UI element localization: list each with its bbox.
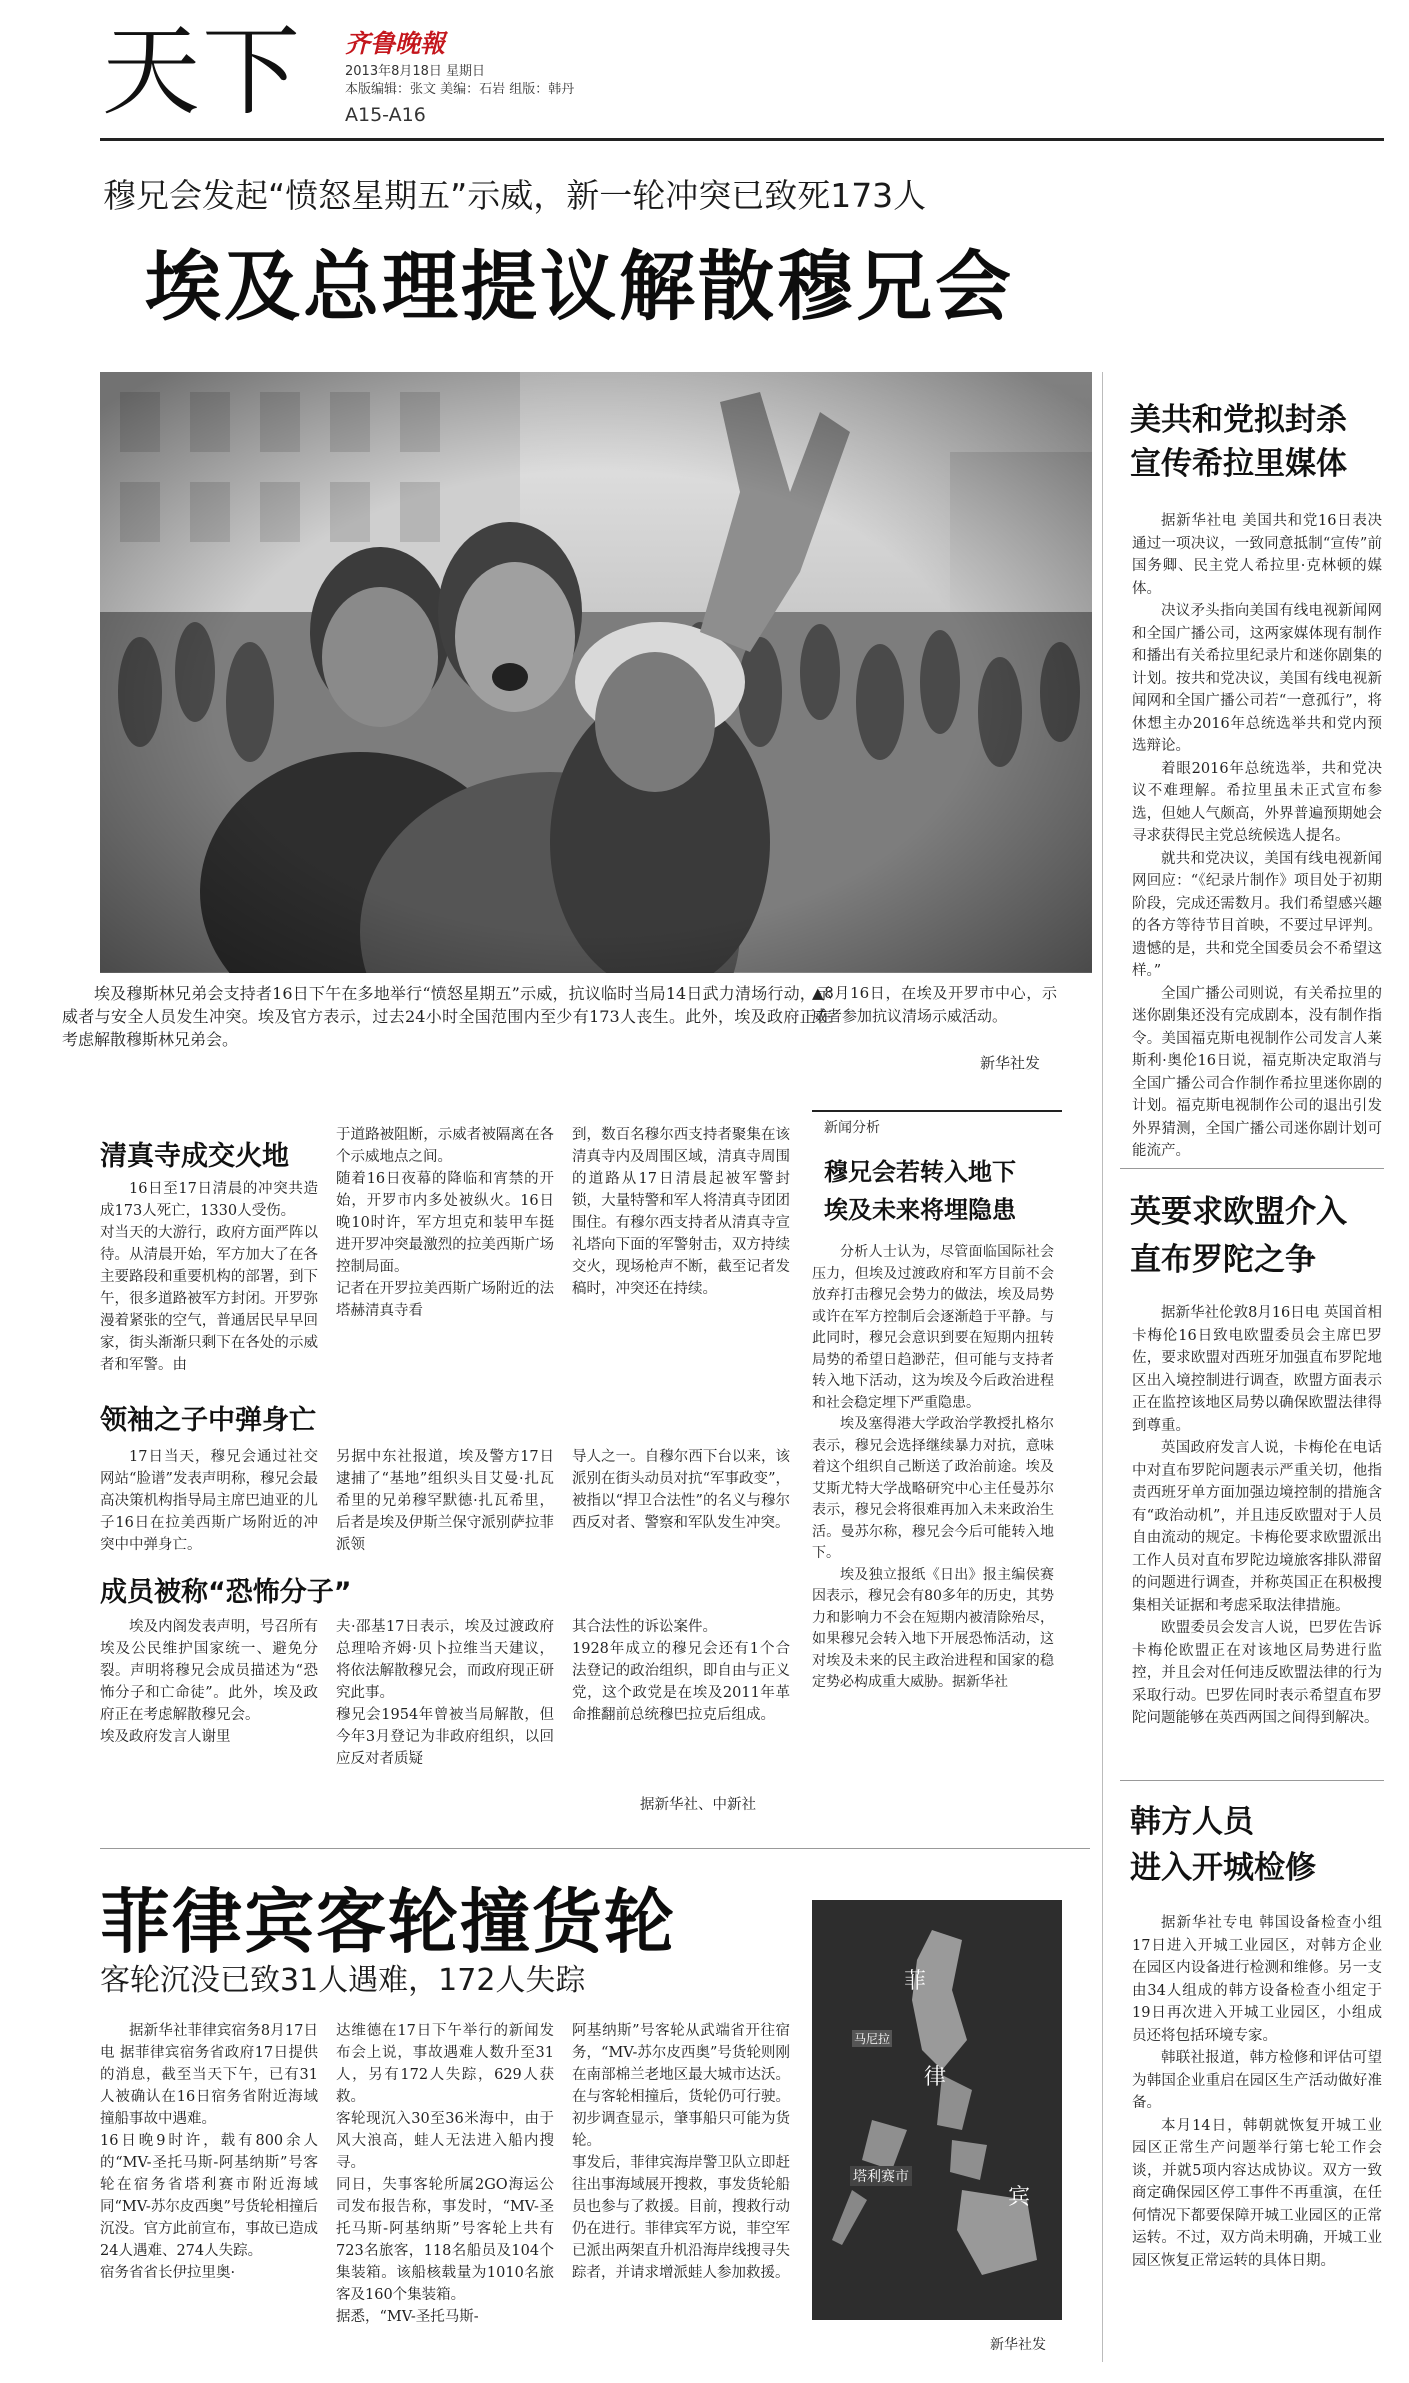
- lead-s3-col2: 夫·邵基17日表示，埃及过渡政府总理哈齐姆·贝卜拉维当天建议，将依法解散穆兄会，而政府现正研究此事。 穆兄会1954年曾被当局解散，但今年3月登记为非政府组织，以回应反对者质疑: [336, 1619, 554, 1767]
- date-line: 2013年8月18日 星期日: [345, 64, 486, 79]
- analysis-para-2: 埃及塞得港大学政治学教授扎格尔表示，穆兄会选择继续暴力对抗，意味着这个组织自己断送了政治前途。埃及艾斯尤特大学战略研究中心主任曼苏尔表示，穆兄会将很难再加入未来政治生活。曼苏尔称，穆兄会今后可能转入地下。: [812, 1416, 1054, 1561]
- map-label-city-1: 马尼拉: [854, 2032, 891, 2046]
- side-divider-2: [1120, 1780, 1384, 1781]
- header-rule: [100, 138, 1384, 141]
- newspaper-logo: 齐鲁晚報: [345, 29, 446, 58]
- side2-para-1: 据新华社伦敦8月16日电 英国首相卡梅伦16日致电欧盟委员会主席巴罗佐，要求欧盟对西班牙加强直布罗陀地区出入境控制进行调查，欧盟方面表示正在监控该地区局势以确保欧盟法律得到尊重。: [1132, 1305, 1382, 1434]
- side2-para-2: 英国政府发言人说，卡梅伦在电话中对直布罗陀问题表示严重关切，他指责西班牙单方面加强边境控制的措施含有“政治动机”，并且违反欧盟对于人员自由流动的规定。卡梅伦要求欧盟派出工作人员对直布罗陀边境旅客排队滞留的问题进行调查，并称英国正在积极搜集相关证据和考虑采取法律措施。: [1132, 1440, 1382, 1614]
- ferry-headline: 菲律宾客轮撞货轮: [100, 1881, 676, 1963]
- analysis-title-1: 穆兄会若转入地下: [824, 1158, 1016, 1186]
- lead-s1-col3: 到，数百名穆尔西支持者聚集在该清真寺内及周围区域，清真寺周围的道路从17日清晨起被军警封锁，大量特警和军人将清真寺团团围住。有穆尔西支持者从清真寺宣礼塔向下面的军警射击，双方持续交火，现场枪声不断，截至记者发稿时，冲突还在持续。: [572, 1127, 790, 1297]
- column-divider: [1102, 372, 1103, 2362]
- lead-s1-col1: 16日至17日清晨的冲突共造成173人死亡，1330人受伤。 对当天的大游行，政府方面严阵以待。从清晨开始，军方加大了在各主要路段和重要机构的部署，到下午，很多道路被军方封闭。开罗弥漫着紧张的空气，普通居民早早回家，街头渐渐只剩下在各处的示威者和军警。由: [100, 1181, 318, 1373]
- side1-headline-1: 美共和党拟封杀: [1130, 402, 1347, 438]
- analysis-tag: 新闻分析: [820, 1117, 884, 1137]
- analysis-para-1: 分析人士认为，尽管面临国际社会压力，但埃及过渡政府和军方目前不会放弃打击穆兄会势力的做法，埃及局势或许在军方控制后会逐渐趋于平静。与此同时，穆兄会意识到要在短期内扭转局势的希望日趋渺茫，但可能与支持者转入地下活动，这为埃及今后政治进程和社会稳定埋下严重隐患。: [812, 1244, 1054, 1411]
- analysis-title-2: 埃及未来将埋隐患: [824, 1196, 1016, 1224]
- lead-subhead-3: 成员被称“恐怖分子”: [100, 1577, 352, 1608]
- side1-para-5: 全国广播公司则说，有关希拉里的迷你剧集还没有完成剧本，没有制作指令。美国福克斯电视制作公司发言人莱斯利·奥伦16日说，福克斯决定取消与全国广播公司合作制作希拉里迷你剧的计划。福克斯电视制作公司的退出引发外界猜测，全国广播公司迷你剧计划可能流产。: [1132, 985, 1382, 1159]
- side1-body: [1132, 510, 1382, 1163]
- map-illustration: [812, 1900, 1062, 2320]
- map-label-city-2: 塔利赛市: [850, 2166, 912, 2186]
- side2-headline-2: 直布罗陀之争: [1130, 1242, 1316, 1278]
- side1-para-4: 就共和党决议，美国有线电视新闻网回应：“《纪录片制作》项目处于初期阶段，完成还需数月。我们希望感兴趣的各方等待节目首映，不要过早评判。遗憾的是，共和党全国委员会不希望这样。”: [1132, 850, 1382, 979]
- ferry-col3: 阿基纳斯”号客轮从武端省开往宿务，“MV-苏尔皮西奥”号货轮则刚在南部棉兰老地区最大城市达沃。在与客轮相撞后，货轮仍可行驶。初步调查显示，肇事船只可能为货轮。 事发后，菲律宾海岸警卫队立即赶往出事海域展开搜救，事发货轮船员也参与了救援。目前，搜救行动仍在进行。菲律宾军方说，菲空军已派出两架直升机沿海岸线搜寻失踪者，并请求增派蛙人参加救援。: [572, 2023, 790, 2281]
- map-label-char-3: 宾: [1008, 2185, 1031, 2210]
- side2-body: [1132, 1302, 1382, 1730]
- protest-photo-illustration: [100, 372, 1092, 973]
- side2-headline-1: 英要求欧盟介入: [1130, 1194, 1347, 1230]
- lead-byline: 据新华社、中新社: [640, 1797, 756, 1813]
- lead-s2-col3: 导人之一。自穆尔西下台以来，该派别在街头动员对抗“军事政变”，被指以“捍卫合法性”的名义与穆尔西反对者、警察和军队发生冲突。: [572, 1449, 790, 1531]
- lead-subhead-1: 清真寺成交火地: [100, 1141, 289, 1172]
- lead-s3-col3: 其合法性的诉讼案件。 1928年成立的穆兄会还有1个合法登记的政治组织，即自由与正义党，这个政党是在埃及2011年革命推翻前总统穆巴拉克后组成。: [572, 1619, 790, 1723]
- page-numbers: A15-A16: [345, 104, 426, 126]
- analysis-body: [812, 1242, 1054, 1694]
- lead-photo-side-caption: ▲8月16日，在埃及开罗市中心，示威者参加抗议清场示威活动。: [812, 984, 1057, 1025]
- section-title: 天下: [102, 15, 303, 129]
- side1-para-3: 着眼2016年总统选举，共和党决议不难理解。希拉里虽未正式宣布参选，但她人气颇高，外界普遍预期她会寻求获得民主党总统候选人提名。: [1132, 760, 1382, 844]
- lead-photo-caption: 埃及穆斯林兄弟会支持者16日下午在多地举行“愤怒星期五”示威，抗议临时当局14日武力清场行动，示威者与安全人员发生冲突。埃及官方表示，过去24小时全国范围内至少有173人丧生。此外，埃及政府正在考虑解散穆斯林兄弟会。: [62, 984, 832, 1049]
- map-label-char-1: 菲: [904, 1969, 927, 1994]
- side1-para-2: 决议矛头指向美国有线电视新闻网和全国广播公司，这两家媒体现有制作和播出有关希拉里纪录片和迷你剧集的计划。按共和党决议，美国有线电视新闻网和全国广播公司若“一意孤行”，将休想主办2016年总统选举共和党内预选辩论。: [1132, 603, 1382, 754]
- analysis-box: [812, 1110, 1062, 1116]
- lead-s2-col1: 17日当天，穆兄会通过社交网站“脸谱”发表声明称，穆兄会最高决策机构指导局主席巴迪亚的儿子16日在拉美西斯广场附近的冲突中中弹身亡。: [100, 1449, 318, 1553]
- side2-para-3: 欧盟委员会发言人说，巴罗佐告诉卡梅伦欧盟正在对该地区局势进行监控，并且会对任何违反欧盟法律的行为采取行动。巴罗佐同时表示希望直布罗陀问题能够在英西两国之间得到解决。: [1132, 1620, 1382, 1726]
- editors-line: 本版编辑：张文 美编：石岩 组版：韩丹: [345, 82, 575, 97]
- ferry-col2: 达维德在17日下午举行的新闻发布会上说，事故遇难人数升至31人，另有172人失踪，629人获救。 客轮现沉入30至36米海中，由于风大浪高，蛙人无法进入船内搜寻。 同日，失事客轮所属2GO海运公司发布报告称，事发时，“MV-圣托马斯-阿基纳斯”号客轮上共有723名旅客，118名船员及104个集装箱。该船核载量为1010名旅客及160个集装箱。 据悉，“MV-圣托马斯-: [336, 2023, 554, 2325]
- map-credit: 新华社发: [990, 2337, 1046, 2353]
- map-label-char-2: 律: [924, 2065, 947, 2090]
- side3-body: [1132, 1912, 1382, 2272]
- side3-headline-1: 韩方人员: [1130, 1804, 1254, 1840]
- side3-headline-2: 进入开城检修: [1130, 1850, 1316, 1886]
- side3-para-2: 韩联社报道，韩方检修和评估可望为韩国企业重启在园区生产活动做好准备。: [1132, 2050, 1382, 2111]
- analysis-para-3: 埃及独立报纸《日出》报主编侯赛因表示，穆兄会有80多年的历史，其势力和影响力不会在短期内被清除殆尽，如果穆兄会转入地下开展恐怖活动，这对埃及未来的民主政治进程和国家的稳定势必构成重大威胁。据新华社: [812, 1566, 1054, 1690]
- side-divider-1: [1120, 1168, 1384, 1169]
- lead-s1-col2: 于道路被阻断，示威者被隔离在各个示威地点之间。 随着16日夜幕的降临和宵禁的开始，开罗市内多处被纵火。16日晚10时许，军方坦克和装甲车挺进开罗冲突最激烈的拉美西斯广场控制局面。 记者在开罗拉美西斯广场附近的法塔赫清真寺看: [336, 1127, 554, 1319]
- ferry-top-rule: [100, 1848, 1090, 1849]
- lead-s2-col2: 另据中东社报道，埃及警方17日逮捕了“基地”组织头目艾曼·扎瓦希里的兄弟穆罕默德·扎瓦希里，后者是埃及伊斯兰保守派别萨拉菲派领: [336, 1449, 554, 1553]
- side1-para-1: 据新华社电 美国共和党16日表决通过一项决议，一致同意抵制“宣传”前国务卿、民主党人希拉里·克林顿的媒体。: [1132, 513, 1382, 597]
- side3-para-3: 本月14日，韩朝就恢复开城工业园区正常生产问题举行第七轮工作会谈，并就5项内容达成协议。双方一致商定确保园区停工事件不再重演，在任何情况下都要保障开城工业园区的正常运转。不过，双方尚未明确，开城工业园区恢复正常运转的具体日期。: [1132, 2117, 1382, 2269]
- lead-headline: 埃及总理提议解散穆兄会: [145, 242, 1014, 331]
- ferry-subhead: 客轮沉没已致31人遇难，172人失踪: [100, 1963, 586, 1998]
- ferry-col1: 据新华社菲律宾宿务8月17日电 据菲律宾宿务省政府17日提供的消息，截至当天下午，已有31人被确认在16日宿务省附近海域撞船事故中遇难。 16日晚9时许，载有800余人的“MV-圣托马斯-阿基纳斯”号客轮在宿务省塔利赛市附近海域同“MV-苏尔皮西奥”号货轮相撞后沉没。官方此前宣布，事故已造成24人遇难、274人失踪。 宿务省省长伊拉里奥·: [100, 2023, 318, 2281]
- lead-photo: [100, 372, 1092, 973]
- philippines-map: [812, 1900, 1062, 2320]
- lead-photo-credit: 新华社发: [980, 1054, 1041, 1072]
- side3-para-1: 据新华社专电 韩国设备检查小组17日进入开城工业园区，对韩方企业在园区内设备进行检测和维修。另一支由34人组成的韩方设备检查小组定于19日再次进入开城工业园区，小组成员还将包括环境专家。: [1132, 1915, 1382, 2044]
- lead-subhead-2: 领袖之子中弹身亡: [100, 1405, 316, 1436]
- lead-kicker: 穆兄会发起“愤怒星期五”示威，新一轮冲突已致死173人: [103, 176, 927, 215]
- side1-headline-2: 宣传希拉里媒体: [1130, 446, 1347, 482]
- lead-s3-col1: 埃及内阁发表声明，号召所有埃及公民维护国家统一、避免分裂。声明将穆兄会成员描述为“恐怖分子和亡命徒”。此外，埃及政府正在考虑解散穆兄会。 埃及政府发言人谢里: [100, 1619, 318, 1745]
